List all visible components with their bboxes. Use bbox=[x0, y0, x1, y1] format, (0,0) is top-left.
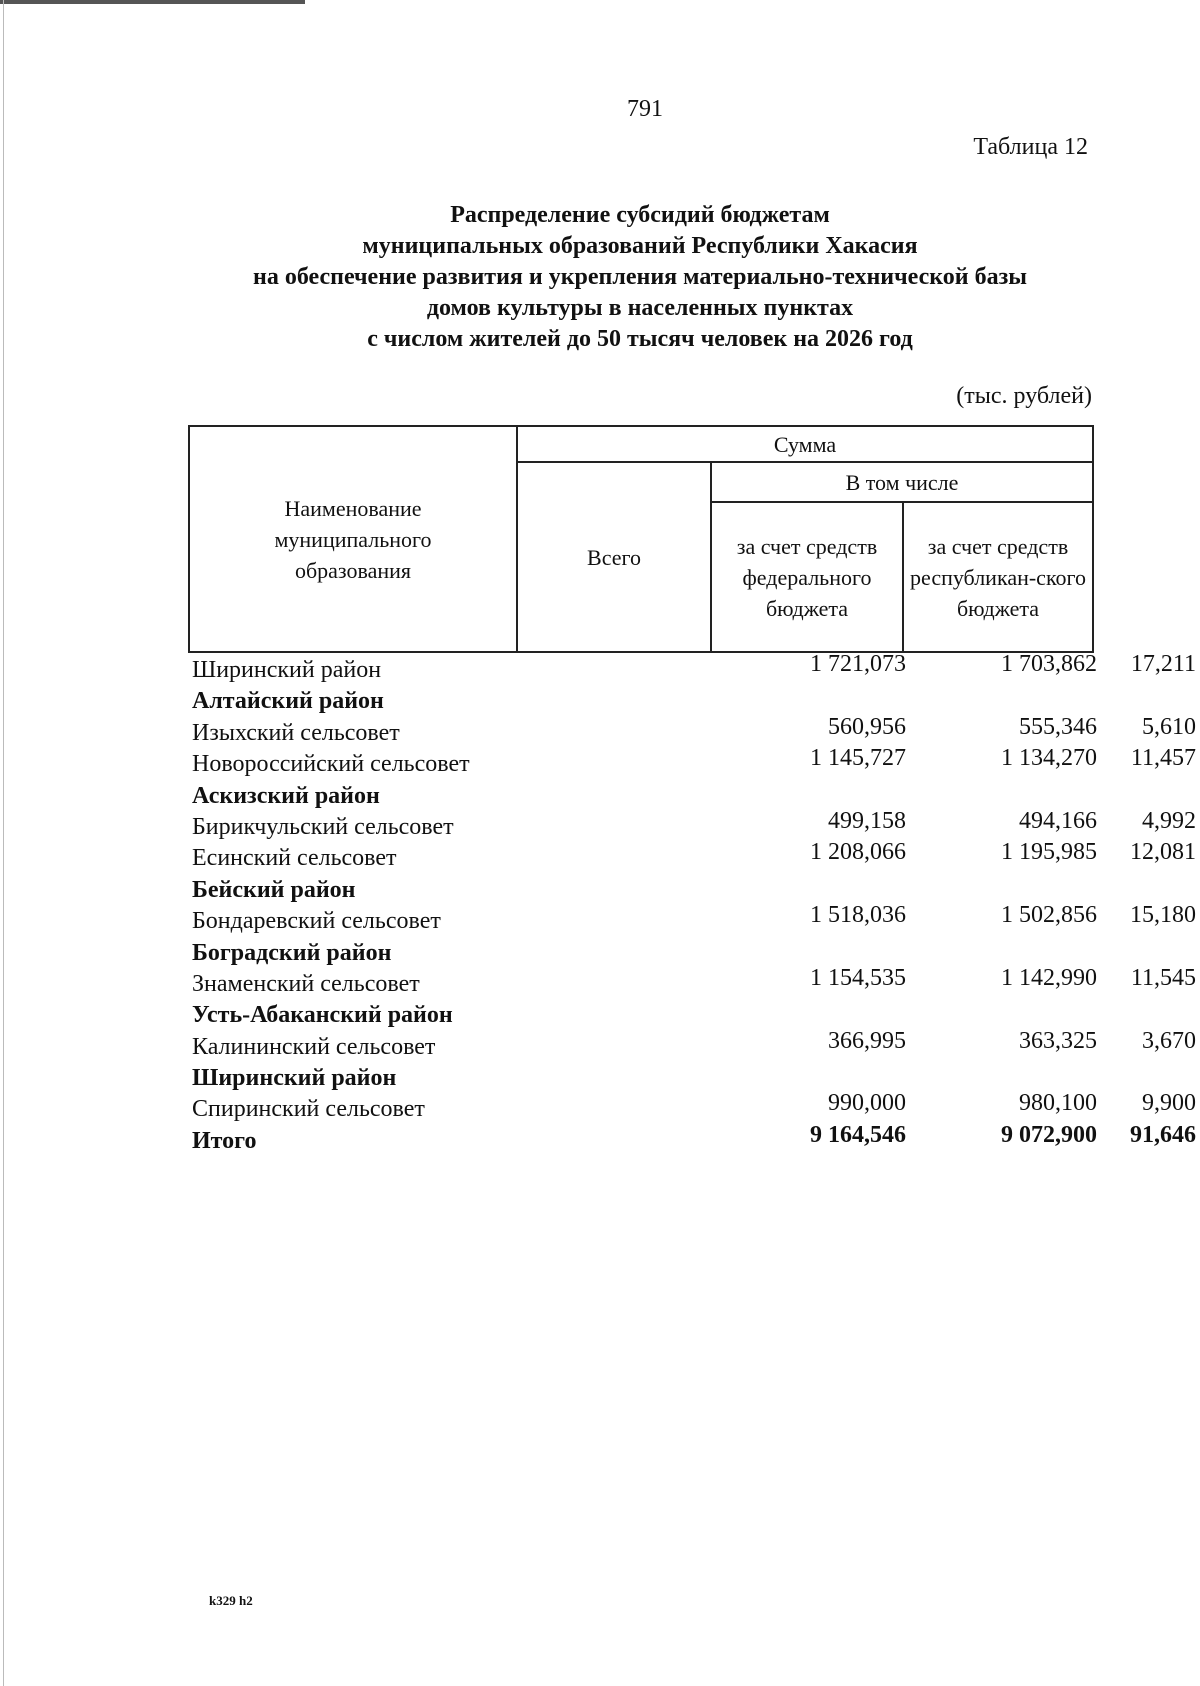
row-republican: 17,211 bbox=[1130, 651, 1196, 677]
row-republican: 11,545 bbox=[1130, 964, 1196, 991]
row-name: Итого bbox=[192, 1127, 257, 1154]
row-total: 1 518,036 bbox=[810, 902, 906, 929]
title-line: муниципальных образований Республики Хакасия bbox=[362, 233, 918, 259]
row-name: Знаменский сельсовет bbox=[192, 970, 420, 997]
table-row bbox=[192, 651, 1196, 688]
table-row-group bbox=[192, 877, 1102, 908]
header-name-label: Наименование муниципального образования bbox=[274, 495, 432, 583]
row-republican: 3,670 bbox=[1142, 1027, 1196, 1054]
table-row bbox=[192, 1121, 1196, 1159]
table-row bbox=[192, 964, 1196, 1002]
table-row bbox=[192, 713, 1196, 751]
title-line: Распределение субсидий бюджетам bbox=[450, 202, 830, 228]
header-sum-label: Сумма bbox=[773, 431, 837, 457]
row-federal: 363,325 bbox=[1019, 1027, 1097, 1054]
units-label: (тыс. рублей) bbox=[956, 383, 1092, 409]
row-total: 1 208,066 bbox=[810, 839, 906, 866]
row-name: Аскизский район bbox=[192, 782, 380, 809]
row-name: Изыхский сельсовет bbox=[192, 719, 400, 746]
header-total-label: Всего bbox=[587, 544, 641, 570]
row-total: 1 154,535 bbox=[810, 964, 906, 991]
scan-top-edge bbox=[0, 0, 305, 4]
table-body bbox=[192, 651, 1196, 1159]
footer-code: k329 h2 bbox=[209, 1593, 253, 1608]
document-title bbox=[0, 200, 1200, 355]
row-name: Ширинский район bbox=[192, 657, 382, 683]
row-total: 990,000 bbox=[828, 1090, 906, 1117]
row-name: Новороссийский сельсовет bbox=[192, 751, 470, 778]
page-number: 791 bbox=[627, 96, 663, 122]
header-name-column bbox=[190, 427, 516, 651]
row-total: 499,158 bbox=[828, 807, 906, 834]
row-federal: 1 502,856 bbox=[1001, 902, 1097, 929]
row-name: Бейский район bbox=[192, 876, 356, 903]
row-federal: 494,166 bbox=[1019, 807, 1097, 834]
header-including bbox=[712, 463, 1092, 501]
header-sum bbox=[518, 427, 1092, 461]
row-republican: 5,610 bbox=[1142, 713, 1196, 740]
row-name: Спиринский сельсовет bbox=[192, 1096, 425, 1123]
row-name: Есинский сельсовет bbox=[192, 845, 397, 872]
header-total bbox=[518, 463, 710, 651]
table-row-group bbox=[192, 1002, 1102, 1033]
table-row-group bbox=[192, 940, 1102, 971]
table-row bbox=[192, 1027, 1196, 1065]
table-row bbox=[192, 839, 1196, 876]
row-total: 560,956 bbox=[828, 713, 906, 740]
row-name: Боградский район bbox=[192, 939, 392, 966]
table-row-group bbox=[192, 688, 1102, 719]
header-republican bbox=[904, 503, 1092, 651]
row-name: Бондаревский сельсовет bbox=[192, 908, 441, 935]
header-republican-label: за счет средств республикан-ского бюджета bbox=[910, 533, 1086, 621]
title-line: на обеспечение развития и укрепления материально-технической базы bbox=[253, 264, 1027, 290]
row-total: 366,995 bbox=[828, 1027, 906, 1054]
table-header bbox=[188, 425, 1094, 653]
table-row bbox=[192, 1090, 1196, 1127]
row-federal: 980,100 bbox=[1019, 1090, 1097, 1117]
row-federal: 1 195,985 bbox=[1001, 839, 1097, 866]
table-row-group bbox=[192, 1065, 1102, 1096]
header-including-label: В том числе bbox=[845, 469, 959, 495]
row-republican: 11,457 bbox=[1130, 745, 1196, 772]
row-name: Бирикчульский сельсовет bbox=[192, 813, 454, 840]
row-republican: 4,992 bbox=[1142, 807, 1196, 834]
row-name: Ширинский район bbox=[192, 1065, 397, 1092]
table-row bbox=[192, 807, 1196, 845]
row-name: Усть-Абаканский район bbox=[192, 1002, 453, 1029]
row-federal: 1 142,990 bbox=[1001, 964, 1097, 991]
row-federal: 555,346 bbox=[1019, 713, 1097, 740]
title-line: домов культуры в населенных пунктах bbox=[426, 295, 854, 321]
row-total: 9 164,546 bbox=[810, 1121, 906, 1148]
row-total: 1 145,727 bbox=[810, 745, 906, 772]
row-republican: 91,646 bbox=[1130, 1121, 1196, 1148]
row-republican: 9,900 bbox=[1142, 1090, 1196, 1117]
header-federal-label: за счет средств федерального бюджета bbox=[736, 533, 878, 621]
row-republican: 12,081 bbox=[1130, 839, 1196, 866]
row-name: Алтайский район bbox=[192, 688, 384, 715]
row-federal: 1 134,270 bbox=[1001, 745, 1097, 772]
table-label: Таблица 12 bbox=[973, 134, 1088, 160]
table-row bbox=[192, 902, 1196, 939]
row-total: 1 721,073 bbox=[810, 651, 906, 677]
row-federal: 9 072,900 bbox=[1001, 1121, 1097, 1148]
row-federal: 1 703,862 bbox=[1001, 651, 1097, 677]
table-row-group bbox=[192, 783, 1102, 814]
row-name: Калининский сельсовет bbox=[192, 1033, 436, 1060]
table-row bbox=[192, 745, 1196, 782]
row-republican: 15,180 bbox=[1130, 902, 1196, 929]
title-line: с числом жителей до 50 тысяч человек на 2026 год bbox=[367, 326, 913, 352]
header-federal bbox=[712, 503, 902, 651]
